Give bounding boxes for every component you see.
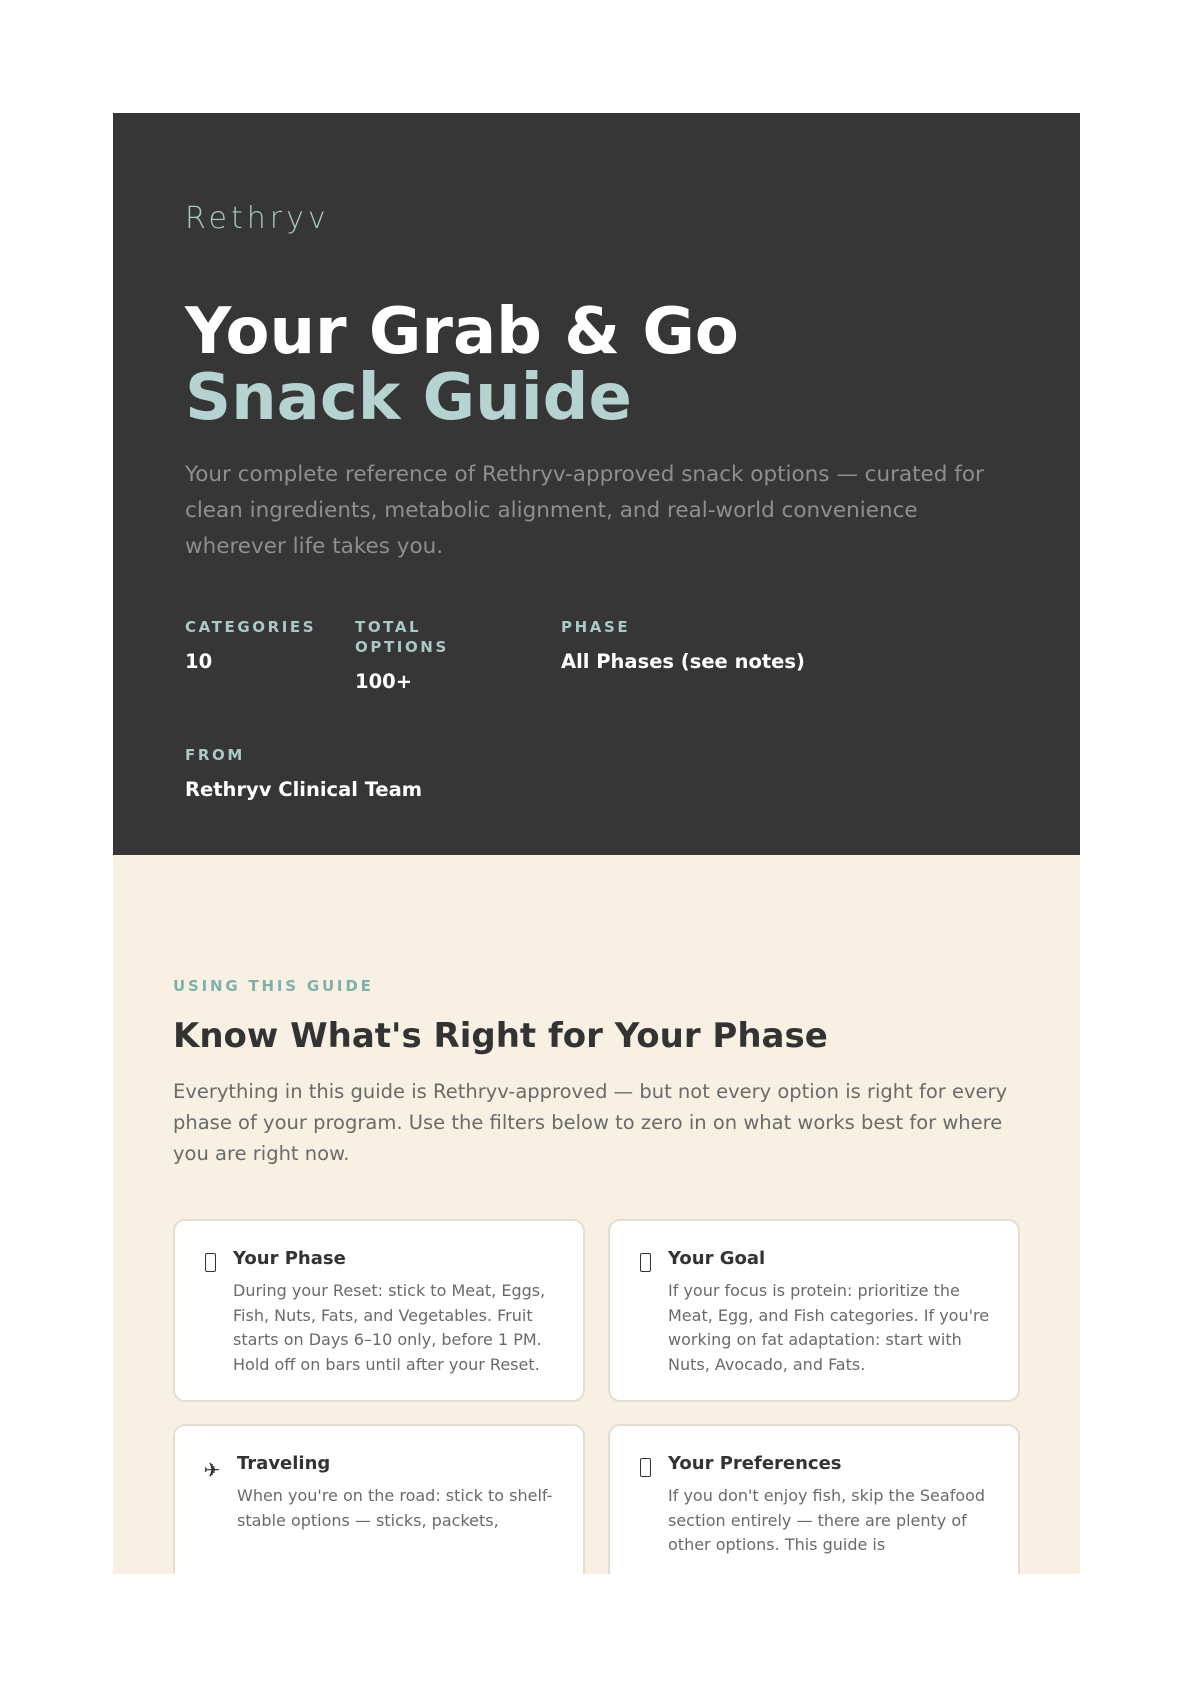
meta-row <box>185 617 1008 695</box>
card-traveling <box>173 1424 585 1574</box>
card-your-phase <box>173 1219 585 1402</box>
guide-section <box>113 855 1080 1574</box>
title-line-2: Snack Guide <box>185 361 632 435</box>
section-title: Know What's Right for Your Phase <box>173 1016 828 1056</box>
meta-value: Rethryv Clinical Team <box>185 778 423 801</box>
hero-section <box>113 113 1080 855</box>
meta-row-from <box>185 745 1008 803</box>
guide-cards <box>173 1219 1020 1574</box>
box-icon <box>201 1253 219 1277</box>
card-title: Traveling <box>237 1453 331 1474</box>
title-line-1: Your Grab & Go <box>185 295 739 369</box>
meta-phase <box>561 617 805 695</box>
meta-value: 10 <box>185 650 213 673</box>
meta-label: FROM <box>185 746 245 764</box>
meta-label: CATEGORIES <box>185 618 317 636</box>
meta-label: TOTAL OPTIONS <box>355 618 449 656</box>
card-your-preferences <box>608 1424 1020 1574</box>
card-your-goal <box>608 1219 1020 1402</box>
meta-value: All Phases (see notes) <box>561 650 805 673</box>
meta-value: 100+ <box>355 670 413 693</box>
meta-label: PHASE <box>561 618 631 636</box>
card-text: If you don't enjoy fish, skip the Seafood section entirely — there are plenty of other options. This guide is <box>668 1486 986 1555</box>
box-icon <box>636 1253 654 1277</box>
card-title: Your Goal <box>668 1248 766 1269</box>
meta-total-options <box>355 617 511 695</box>
card-text: If your focus is protein: prioritize the Meat, Egg, and Fish categories. If you're working on fat adaptation: start with Nuts, Avocado, and Fats. <box>668 1281 990 1374</box>
meta-from <box>185 745 422 803</box>
card-text: During your Reset: stick to Meat, Eggs, Fish, Nuts, Fats, and Vegetables. Fruit starts on Days 6–10 only, before 1 PM. Hold off on bars until after your Reset. <box>233 1281 546 1374</box>
airplane-icon: ✈ <box>203 1458 221 1482</box>
card-title: Your Preferences <box>668 1453 842 1474</box>
intro-paragraph: Your complete reference of Rethryv-approved snack options — curated for clean ingredients, metabolic alignment, and real-world convenience wherever life takes you. <box>185 462 984 559</box>
section-description: Everything in this guide is Rethryv-approved — but not every option is right for every phase of your program. Use the filters below to zero in on what works best for where you are right now. <box>173 1080 1008 1165</box>
section-eyebrow: USING THIS GUIDE <box>173 977 374 995</box>
brand-logo-text: Rethryv <box>185 201 330 236</box>
card-title: Your Phase <box>233 1248 346 1269</box>
page <box>113 113 1080 1574</box>
card-text: When you're on the road: stick to shelf-stable options — sticks, packets, <box>237 1486 553 1530</box>
box-icon <box>636 1458 654 1482</box>
page-title <box>185 295 1008 435</box>
meta-categories <box>185 617 317 695</box>
